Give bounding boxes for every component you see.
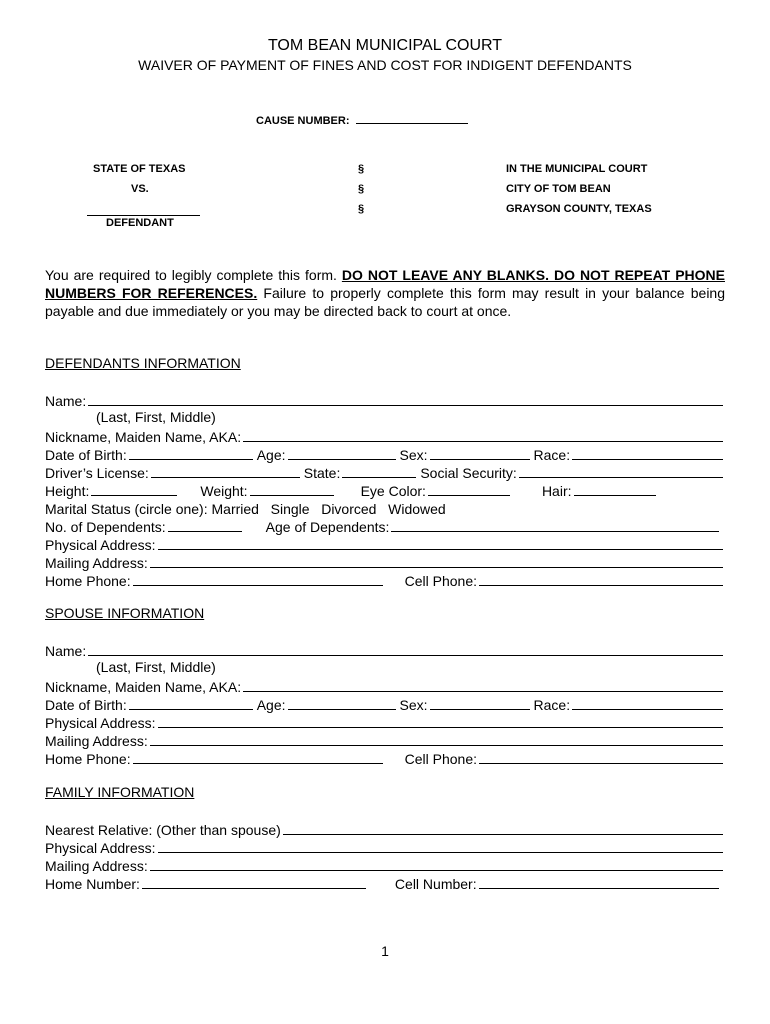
section-symbol: § xyxy=(358,203,365,215)
aka-label: Nickname, Maiden Name, AKA: xyxy=(45,679,242,695)
dep-ages-label: Age of Dependents: xyxy=(265,519,390,535)
defendant-name-input[interactable] xyxy=(88,404,723,406)
family-phone-row xyxy=(45,874,725,892)
mailing-address-label: Mailing Address: xyxy=(45,858,148,874)
home-number-label: Home Number: xyxy=(45,876,140,892)
height-label: Height: xyxy=(45,483,90,499)
section-symbol: § xyxy=(358,163,365,175)
defendant-mailing-address-input[interactable] xyxy=(150,566,723,568)
spouse-physical-address-row xyxy=(45,713,725,731)
defendant-dob-input[interactable] xyxy=(129,458,253,460)
sex-label: Sex: xyxy=(399,697,428,713)
family-mailing-row xyxy=(45,856,725,874)
dob-label: Date of Birth: xyxy=(45,697,127,713)
physical-address-label: Physical Address: xyxy=(45,840,156,856)
defendant-physical-row xyxy=(45,481,725,499)
defendant-license-input[interactable] xyxy=(151,476,300,478)
defendant-cell-phone-input[interactable] xyxy=(479,584,723,586)
spouse-age-input[interactable] xyxy=(288,708,396,710)
defendant-sex-input[interactable] xyxy=(430,458,530,460)
relative-label: Nearest Relative: (Other than spouse) xyxy=(45,822,281,838)
defendant-ssn-input[interactable] xyxy=(519,476,723,478)
ssn-label: Social Security: xyxy=(420,465,517,481)
court-title: TOM BEAN MUNICIPAL COURT xyxy=(267,37,503,54)
cell-phone-label: Cell Phone: xyxy=(404,751,477,767)
family-relative-row xyxy=(45,820,725,838)
defendant-dep-ages-input[interactable] xyxy=(391,530,719,532)
section-symbol: § xyxy=(358,183,365,195)
spouse-aka-row xyxy=(45,677,725,695)
name-label: Name: xyxy=(45,393,87,409)
race-label: Race: xyxy=(533,447,571,463)
family-physical-address-input[interactable] xyxy=(158,851,724,853)
defendant-weight-input[interactable] xyxy=(250,494,334,496)
defendant-race-input[interactable] xyxy=(572,458,723,460)
spouse-phone-row xyxy=(45,749,725,767)
defendant-physical-address-input[interactable] xyxy=(158,548,724,550)
spouse-race-input[interactable] xyxy=(572,708,723,710)
state-label: State: xyxy=(303,465,341,481)
name-label: Name: xyxy=(45,643,87,659)
hair-label: Hair: xyxy=(541,483,572,499)
family-mailing-address-input[interactable] xyxy=(150,869,723,871)
spouse-name-input[interactable] xyxy=(88,654,723,656)
mailing-address-label: Mailing Address: xyxy=(45,555,148,571)
family-cell-number-input[interactable] xyxy=(479,887,719,889)
spouse-dob-row xyxy=(45,695,725,713)
cell-phone-label: Cell Phone: xyxy=(404,573,477,589)
weight-label: Weight: xyxy=(200,483,248,499)
family-relative-input[interactable] xyxy=(283,833,723,835)
defendant-height-input[interactable] xyxy=(91,494,177,496)
spouse-name-row xyxy=(45,641,725,659)
caption-county: GRAYSON COUNTY, TEXAS xyxy=(506,203,652,215)
page-number: 1 xyxy=(381,943,389,959)
spouse-sex-input[interactable] xyxy=(430,708,530,710)
defendant-aka-row xyxy=(45,427,725,445)
defendant-name-row xyxy=(45,391,725,409)
dependents-label: No. of Dependents: xyxy=(45,519,166,535)
name-hint: (Last, First, Middle) xyxy=(96,659,216,675)
dob-label: Date of Birth: xyxy=(45,447,127,463)
defendant-name-field[interactable] xyxy=(87,214,200,216)
physical-address-label: Physical Address: xyxy=(45,715,156,731)
spouse-mailing-row xyxy=(45,731,725,749)
spouse-mailing-address-input[interactable] xyxy=(150,744,723,746)
cause-number xyxy=(256,110,468,127)
instructions xyxy=(45,266,725,320)
marital-status-options[interactable]: Marital Status (circle one): Married Single Divorced Widowed xyxy=(45,501,446,517)
instructions-warning: DO NOT LEAVE ANY BLANKS. DO NOT REPEAT PHONE NUMBERS FOR REFERENCES. xyxy=(45,267,725,301)
eye-label: Eye Color: xyxy=(360,483,426,499)
cause-number-label: CAUSE NUMBER: xyxy=(256,115,350,127)
instructions-text: You are required to legibly complete this form. xyxy=(45,267,342,283)
age-label: Age: xyxy=(256,447,286,463)
defendant-heading: DEFENDANTS INFORMATION xyxy=(45,355,241,371)
aka-label: Nickname, Maiden Name, AKA: xyxy=(45,429,242,445)
defendant-phone-row xyxy=(45,571,725,589)
mailing-address-label: Mailing Address: xyxy=(45,733,148,749)
spouse-heading: SPOUSE INFORMATION xyxy=(45,605,205,621)
home-phone-label: Home Phone: xyxy=(45,751,131,767)
defendant-license-row xyxy=(45,463,725,481)
name-hint: (Last, First, Middle) xyxy=(96,409,216,425)
spouse-cell-phone-input[interactable] xyxy=(479,762,723,764)
family-physical-address-row xyxy=(45,838,725,856)
defendant-eye-input[interactable] xyxy=(428,494,510,496)
caption-vs: VS. xyxy=(131,183,149,195)
cell-number-label: Cell Number: xyxy=(394,876,477,892)
sex-label: Sex: xyxy=(399,447,428,463)
defendant-dependents-row xyxy=(45,517,725,535)
age-label: Age: xyxy=(256,697,286,713)
form-subtitle: WAIVER OF PAYMENT OF FINES AND COST FOR INDIGENT DEFENDANTS xyxy=(138,57,632,73)
defendant-marital-row xyxy=(45,499,725,517)
defendant-hair-input[interactable] xyxy=(574,494,656,496)
spouse-home-phone-input[interactable] xyxy=(133,762,383,764)
caption-defendant: DEFENDANT xyxy=(106,217,174,229)
home-phone-label: Home Phone: xyxy=(45,573,131,589)
defendant-physical-address-row xyxy=(45,535,725,553)
defendant-state-input[interactable] xyxy=(342,476,416,478)
defendant-home-phone-input[interactable] xyxy=(133,584,383,586)
spouse-aka-input[interactable] xyxy=(243,690,723,692)
family-home-number-input[interactable] xyxy=(142,887,366,889)
family-heading: FAMILY INFORMATION xyxy=(45,784,195,800)
spouse-physical-address-input[interactable] xyxy=(158,726,724,728)
physical-address-label: Physical Address: xyxy=(45,537,156,553)
defendant-aka-input[interactable] xyxy=(243,440,723,442)
spouse-dob-input[interactable] xyxy=(129,708,253,710)
caption-state: STATE OF TEXAS xyxy=(93,163,186,175)
defendant-age-input[interactable] xyxy=(288,458,396,460)
defendant-dob-row xyxy=(45,445,725,463)
caption-court: IN THE MUNICIPAL COURT xyxy=(506,163,648,175)
instructions-text: Failure to properly complete this form may result in your balance being payable and due immediately or you may be directed back to court at once. xyxy=(45,285,725,319)
defendant-mailing-row xyxy=(45,553,725,571)
defendant-dependents-input[interactable] xyxy=(168,530,242,532)
race-label: Race: xyxy=(533,697,571,713)
license-label: Driver’s License: xyxy=(45,465,149,481)
cause-number-field[interactable] xyxy=(356,110,468,124)
caption-city: CITY OF TOM BEAN xyxy=(506,183,611,195)
